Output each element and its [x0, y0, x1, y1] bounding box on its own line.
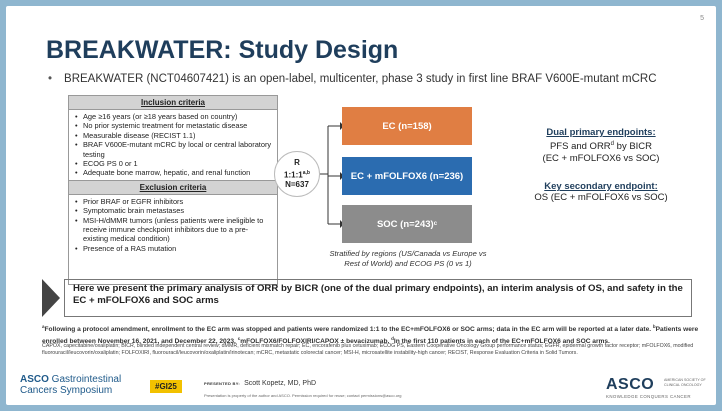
footnotes-abbreviations: CAPOX, capecitabine/oxaliplatin; BICR, blinded independent central review; dMMR, deficient mismatch repair; EC, encorafenib plus cetuximab; ECOG PS, Eastern Cooperative Oncology Group performance status; EGFR, epidermal growth factor receptor; mFOLFOX6, modified fluorouracil/leucovorin/oxaliplatin; FOLFOXIRI, fluorouracil/leucovorin/oxaliplatin/irinotecan; mCRC, metastatic colorectal cancer; MSI-H, microsatellite instability-high cancer; RECIST, Response Evaluation Criteria in Solid Tumors.: [42, 343, 694, 356]
asco-logo-subtitle: AMERICAN SOCIETY OF CLINICAL ONCOLOGY: [664, 378, 706, 387]
exclusion-list: [69, 195, 277, 255]
slide-footer: [6, 372, 716, 405]
intro-bullet-text: BREAKWATER (NCT04607421) is an open-label, multicenter, phase 3 study in first line BRAF V600E-mutant mCRC: [64, 73, 657, 85]
randomization-n: N=637: [285, 180, 309, 190]
primary-endpoint-line2: (EC + mFOLFOX6 vs SOC): [542, 153, 660, 165]
secondary-endpoint-title: Key secondary endpoint:: [544, 181, 658, 193]
asco-logo: ASCO: [606, 376, 655, 393]
inclusion-list: [69, 110, 277, 180]
slide: [6, 6, 716, 405]
inclusion-item: • ECOG PS 0 or 1: [75, 159, 273, 168]
arm-ec-mfolfox6: EC + mFOLFOX6 (n=236): [342, 157, 472, 195]
endpoints-panel: [506, 127, 696, 204]
hashtag-badge: #GI25: [150, 380, 182, 393]
primary-endpoint-line1: PFS and ORR$^d$ by BICR: [549, 141, 653, 153]
exclusion-item: • Presence of a RAS mutation: [75, 244, 273, 253]
randomization-r: R: [294, 157, 300, 167]
inclusion-item: • BRAF V600E-mutant mCRC by local or central laboratory testing: [75, 140, 273, 159]
inclusion-item: • Measurable disease (RECIST 1.1): [75, 131, 273, 140]
randomization-ratio: 1:1:1$^{a,b}$: [284, 169, 310, 180]
inclusion-item: • Age ≥16 years (or ≥18 years based on country): [75, 112, 273, 121]
asco-gi-logo: ASCO Gastrointestinal Cancers Symposium: [20, 374, 122, 396]
asco-tagline: KNOWLEDGE CONQUERS CANCER: [606, 394, 691, 399]
inclusion-header: Inclusion criteria: [69, 96, 277, 110]
slide-title: BREAKWATER: Study Design: [46, 36, 399, 64]
exclusion-item: • Prior BRAF or EGFR inhibitors: [75, 197, 273, 206]
arm-ec: EC (n=158): [342, 107, 472, 145]
primary-endpoint-title: Dual primary endpoints:: [546, 127, 656, 138]
inclusion-item: • Adequate bone marrow, hepatic, and renal function: [75, 168, 273, 177]
slide-number: 5: [700, 15, 704, 22]
inclusion-item: • No prior systemic treatment for metastatic disease: [75, 121, 273, 130]
exclusion-item: • MSI-H/dMMR tumors (unless patients were ineligible to receive immune checkpoint inhibitors due to a pre-existing medical condition): [75, 216, 273, 244]
exclusion-header: Exclusion criteria: [69, 181, 277, 195]
arm-soc: SOC (n=243) c: [342, 205, 472, 243]
secondary-endpoint-line: OS (EC + mFOLFOX6 vs SOC): [534, 192, 668, 204]
intro-bullet: [48, 73, 657, 85]
analysis-highlight-text: Here we present the primary analysis of ORR by BICR (one of the dual primary endpoints), an interim analysis of OS, and safety in the EC + mFOLFOX6 and SOC arms: [64, 279, 692, 317]
copyright-disclaimer: Presentation is property of the author and ASCO. Permission required for reuse; contact permissions@asco.org: [204, 393, 402, 398]
randomization-circle: [274, 151, 320, 197]
stratification-note: Stratified by regions (US/Canada vs Europe vs Rest of World) and ECOG PS (0 vs 1): [329, 249, 487, 268]
analysis-highlight: [42, 279, 692, 317]
footnotes-main: $^a$Following a protocol amendment, enrollment to the EC arm was stopped and patients were randomized 1:1 to the EC+mFOLFOX6 or SOC arms; data in the EC arm will be reported at a later date. $^b$Patients were enrolled between November 16, 2021, and December 22, 2023. $^c$mFOLFOX6/FOLFOXIRI/CAPOX ± bevacizumab. $^d$In the first 110 patients in each of the EC+mFOLFOX6 and SOC arms.: [42, 324, 699, 345]
criteria-box: [68, 95, 278, 285]
exclusion-item: • Symptomatic brain metastases: [75, 206, 273, 215]
bullet-dot: •: [48, 73, 53, 85]
arrow-right-icon: [42, 279, 60, 317]
presenter-info: PRESENTED BY: Scott Kopetz, MD, PhD: [204, 380, 317, 387]
